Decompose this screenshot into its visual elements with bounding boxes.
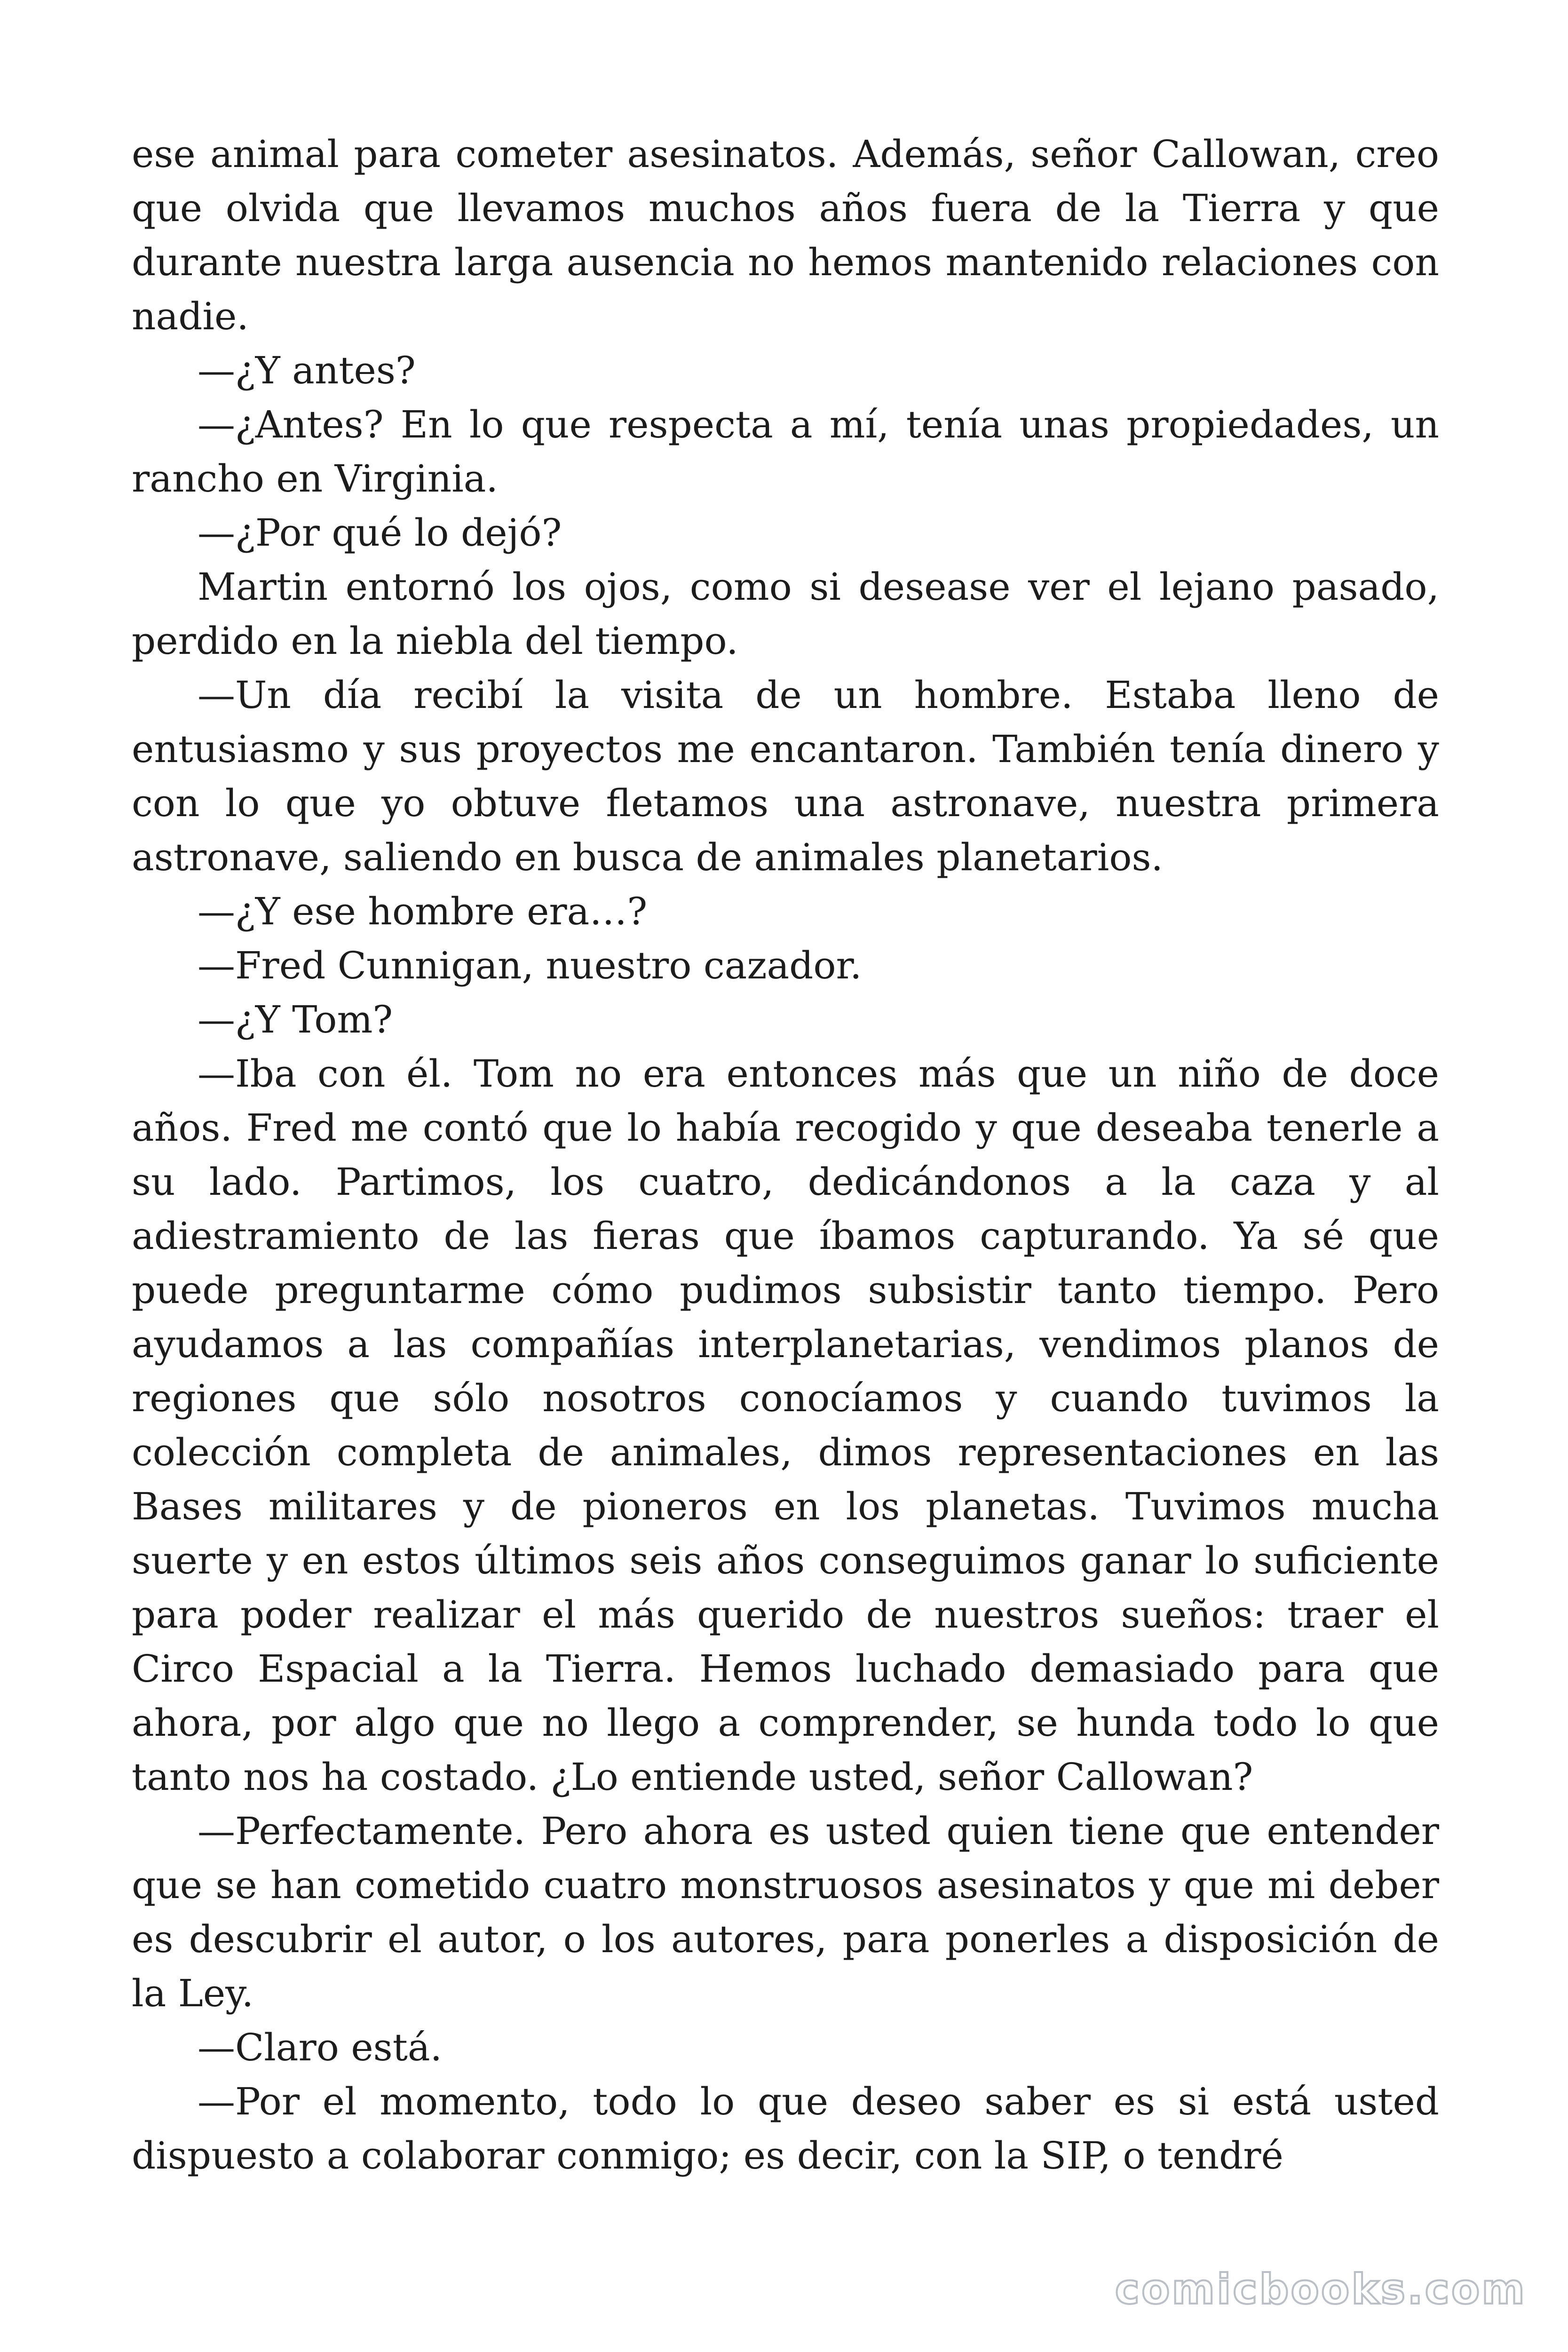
paragraph: —¿Y Tom? <box>198 998 393 1041</box>
paragraph: —Fred Cunnigan, nuestro cazador. <box>198 944 862 987</box>
paragraph: —Por el momento, todo lo que deseo saber es si está usted dispuesto a colaborar conmigo; es decir, con la SIP, o tendré <box>132 2080 1439 2177</box>
paragraph: —¿Y antes? <box>198 349 416 392</box>
paragraph: —¿Antes? En lo que respecta a mí, tenía unas propiedades, un rancho en Virginia. <box>132 403 1439 501</box>
paragraph: ese animal para cometer asesinatos. Además, señor Callowan, creo que olvida que llevamos muchos años fuera de la Tierra y que durante nuestra larga ausencia no hemos mantenido relaciones con nadie. <box>132 132 1439 338</box>
paragraph: —Un día recibí la visita de un hombre. Estaba lleno de entusiasmo y sus proyectos me encantaron. También tenía dinero y con lo que yo obtuve fletamos una astronave, nuestra primera astronave, saliendo en busca de animales planetarios. <box>132 673 1439 879</box>
page-text <box>132 127 1439 2183</box>
paragraph: —¿Y ese hombre era…? <box>198 890 648 933</box>
paragraph: Martin entornó los ojos, como si desease ver el lejano pasado, perdido en la niebla del tiempo. <box>132 565 1439 663</box>
paragraph: —Iba con él. Tom no era entonces más que un niño de doce años. Fred me contó que lo había recogido y que deseaba tenerle a su lado. Partimos, los cuatro, dedicándonos a la caza y al adiestramiento de las fieras que íbamos capturando. Ya sé que puede preguntarme cómo pudimos subsistir tanto tiempo. Pero ayudamos a las compañías interplanetarias, vendimos planos de regiones que sólo nosotros conocíamos y cuando tuvimos la colección completa de animales, dimos representaciones en las Bases militares y de pioneros en los planetas. Tuvimos mucha suerte y en estos últimos seis años conseguimos ganar lo suficiente para poder realizar el más querido de nuestros sueños: traer el Circo Espacial a la Tierra. Hemos luchado demasiado para que ahora, por algo que no llego a comprender, se hunda todo lo que tanto nos ha costado. ¿Lo entiende usted, señor Callowan? <box>132 1052 1439 1799</box>
paragraph: —Perfectamente. Pero ahora es usted quien tiene que entender que se han cometido cuatro monstruosos asesinatos y que mi deber es descubrir el autor, o los autores, para ponerles a disposición de la Ley. <box>132 1809 1439 2015</box>
paragraph: —Claro está. <box>198 2026 442 2069</box>
watermark: comicbooks.com <box>1115 2265 1527 2313</box>
paragraph: —¿Por qué lo dejó? <box>198 511 562 555</box>
